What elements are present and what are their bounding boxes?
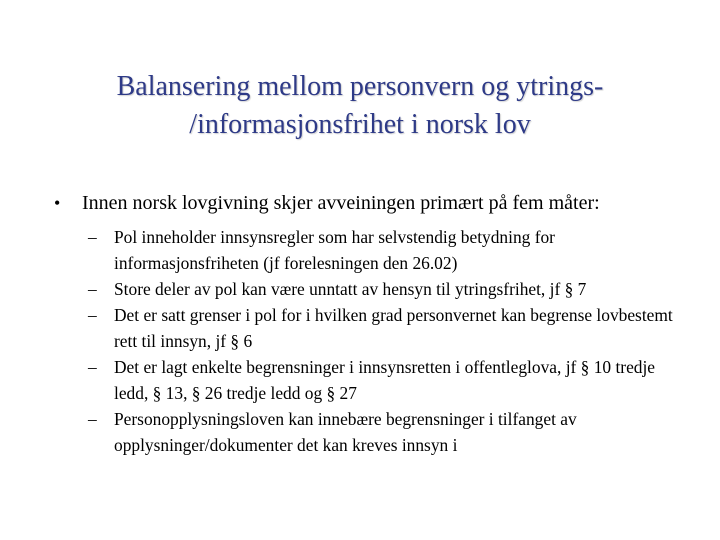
- dash-icon: –: [88, 227, 97, 247]
- title-line-2: /informasjonsfrihet i norsk lov: [189, 109, 531, 140]
- sub-bullet: [88, 354, 674, 406]
- sub-bullet-text: Det er satt grenser i pol for i hvilken grad personvernet kan begrense lovbestemt rett til innsyn, jf § 6: [114, 305, 673, 351]
- sub-bullet: [88, 406, 674, 458]
- sub-bullet-list: [54, 224, 674, 458]
- sub-bullet: [88, 224, 674, 276]
- sub-bullet-text: Store deler av pol kan være unntatt av hensyn til ytringsfrihet, jf § 7: [114, 279, 587, 299]
- main-bullet: [54, 188, 674, 218]
- sub-bullet-text: Det er lagt enkelte begrensninger i innsynsretten i offentleglova, jf § 10 tredje ledd, § 13, § 26 tredje ledd og § 27: [114, 357, 656, 403]
- dash-icon: –: [88, 279, 97, 299]
- dash-icon: –: [88, 409, 97, 429]
- title-line-1: Balansering mellom personvern og ytrings-: [116, 71, 604, 102]
- sub-bullet: [88, 302, 674, 354]
- slide-title: [60, 68, 660, 144]
- sub-bullet: [88, 276, 674, 302]
- bullet-icon: •: [54, 193, 61, 213]
- dash-icon: –: [88, 305, 97, 325]
- sub-bullet-text: Pol inneholder innsynsregler som har selvstendig betydning for informasjonsfriheten (jf forelesningen den 26.02): [114, 227, 555, 273]
- main-bullet-text: Innen norsk lovgivning skjer avveiningen primært på fem måter:: [82, 192, 600, 214]
- slide-body: [54, 188, 674, 458]
- dash-icon: –: [88, 357, 97, 377]
- sub-bullet-text: Personopplysningsloven kan innebære begrensninger i tilfanget av opplysninger/dokumenter det kan kreves innsyn i: [114, 409, 577, 455]
